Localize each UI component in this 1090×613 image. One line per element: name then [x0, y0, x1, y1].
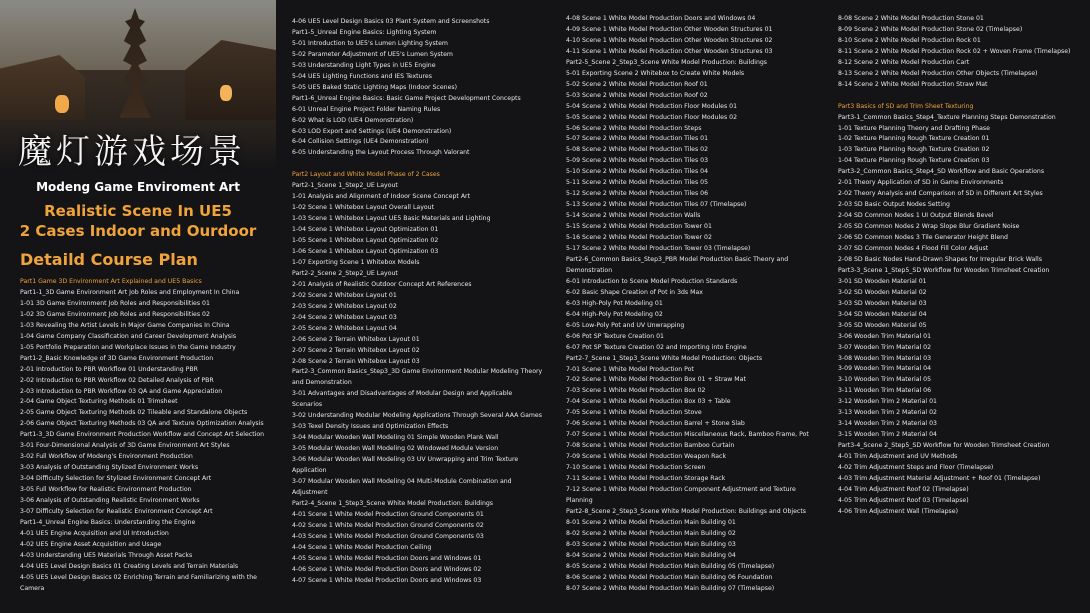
list-item: 8-06 Scene 2 White Model Production Main Building 06 Foundation [566, 573, 773, 581]
list-item: 7-12 Scene 1 White Model Production Component Adjustment and Texture [566, 485, 796, 493]
list-item: 6-02 What is LOD (UE4 Demonstration) [292, 116, 414, 124]
list-item: 3-07 Difficulty Selection for Realistic Environment Concept Art [20, 508, 213, 516]
list-item: 2-04 Game Object Texturing Methods 01 Trimsheet [20, 398, 178, 406]
title-line-2: 2 Cases Indoor and Ourdoor [19, 222, 257, 240]
list-item: and Demonstration [292, 379, 352, 387]
list-item: 2-05 Game Object Texturing Methods 02 Tileable and Standalone Objects [20, 409, 248, 417]
list-item: 7-04 Scene 1 White Model Production Box 03 + Table [566, 398, 731, 406]
list-item: 2-06 SD Common Nodes 3 Tile Generator Height Blend [838, 234, 1008, 242]
section-heading: Part2 Layout and White Model Phase of 2 Cases [292, 171, 440, 179]
list-item: 2-08 Scene 2 Terrain Whitebox Layout 03 [292, 357, 420, 365]
list-item: 4-03 Scene 1 White Model Production Ground Components 03 [292, 532, 484, 540]
list-item: Part1-4_Unreal Engine Basics: Understanding the Engine [20, 518, 196, 526]
list-item: 4-05 UE5 Level Design Basics 02 Enriching Terrain and Familiarizing with the [20, 573, 257, 581]
list-item: 3-09 Wooden Trim Material 04 [838, 365, 932, 373]
list-item: Part3-3_Scene 1_Step5_SD Workflow for Wooden Trimsheet Creation [838, 266, 1050, 274]
list-item: 3-05 Modular Wooden Wall Modeling 02 Windowed Module Version [292, 445, 499, 453]
list-item: 5-10 Scene 2 White Model Production Tiles 04 [566, 168, 709, 176]
list-item: 3-13 Wooden Trim 2 Material 02 [838, 409, 937, 417]
list-item: 3-04 Modular Wooden Wall Modeling 01 Simple Wooden Plank Wall [292, 434, 499, 442]
list-item: Part2-7_Scene 1_Step3_Scene White Model Production: Objects [566, 354, 763, 362]
list-item: 8-12 Scene 2 White Model Production Cart [838, 58, 970, 66]
list-item: 7-05 Scene 1 White Model Production Stove [566, 409, 702, 417]
list-item: 4-03 Understanding UE5 Materials Through Asset Packs [20, 551, 193, 559]
list-item: 3-05 Full Workflow for Realistic Environment Production [20, 486, 192, 494]
list-item: Part3-2_Common Basics_Step4_SD Workflow and Basic Operations [838, 168, 1045, 176]
list-item: 6-04 High-Poly Pot Modeling 02 [566, 310, 663, 318]
list-item: 4-04 UE5 Level Design Basics 01 Creating Levels and Terrain Materials [20, 562, 239, 570]
list-item: 3-02 Understanding Modular Modeling Applications Through Several AAA Games [292, 412, 542, 420]
list-item: 2-03 Introduction to PBR Workflow 03 QA and Game Appreciation [20, 387, 223, 395]
hero-lantern [55, 95, 69, 113]
course-column-4 [838, 14, 1086, 518]
list-item: 1-05 Portfolio Preparation and Workplace Issues in the Game Industry [20, 343, 236, 351]
list-item: 3-11 Wooden Trim Material 06 [838, 387, 932, 395]
list-item: Part2-8_Scene 2_Step3_Scene White Model Production: Buildings and Objects [566, 507, 806, 515]
plan-title: Detaild Course Plan [20, 250, 198, 269]
list-item: 2-05 SD Common Nodes 2 Wrap Slope Blur Gradient Noise [838, 223, 1020, 231]
list-item: 2-04 SD Common Nodes 1 UI Output Blends Bevel [838, 212, 994, 220]
list-item: Scenarios [292, 401, 323, 409]
list-item: 2-04 Scene 2 Whitebox Layout 03 [292, 313, 397, 321]
list-item: 5-14 Scene 2 White Model Production Walls [566, 212, 701, 220]
list-item: 6-06 Pot SP Texture Creation 01 [566, 332, 664, 340]
list-item: 1-05 Scene 1 Whitebox Layout Optimization 02 [292, 237, 439, 245]
section-heading: Part3 Basics of SD and Trim Sheet Texturing [838, 102, 974, 110]
list-item: 3-05 SD Wooden Material 05 [838, 321, 927, 329]
list-item: 4-08 Scene 1 White Model Production Doors and Windows 04 [566, 15, 756, 22]
brand-name: Modeng Game Enviroment Art [36, 180, 240, 194]
list-item: 6-07 Pot SP Texture Creation 02 and Importing into Engine [566, 343, 747, 351]
list-item: Part1-6_Unreal Engine Basics: Basic Game Project Development Concepts [292, 94, 521, 102]
list-item: 3-07 Modular Wooden Wall Modeling 04 Multi-Module Combination and [292, 478, 512, 486]
list-item: 3-02 SD Wooden Material 02 [838, 288, 927, 296]
list-item: 2-03 Scene 2 Whitebox Layout 02 [292, 302, 397, 310]
list-item: 2-01 Theory Application of SD in Game Environments [838, 179, 1004, 187]
list-item: 5-05 UE5 Baked Static Lighting Maps (Indoor Scenes) [292, 83, 458, 91]
list-item: 4-05 Trim Adjustment Roof 03 (Timelapse) [838, 496, 969, 504]
list-item: 8-03 Scene 2 White Model Production Main Building 03 [566, 540, 736, 548]
list-item: Part1-1_3D Game Environment Art Job Roles and Employment In China [20, 288, 240, 296]
list-item: 4-02 Scene 1 White Model Production Ground Components 02 [292, 521, 484, 529]
list-item: 2-07 Scene 2 Terrain Whitebox Layout 02 [292, 346, 420, 354]
list-item: 3-15 Wooden Trim 2 Material 04 [838, 431, 937, 439]
list-item: 4-11 Scene 1 White Model Production Other Wooden Structures 03 [566, 47, 773, 55]
list-item: Camera [20, 584, 45, 592]
list-item: Planning [566, 496, 593, 504]
list-item: 8-10 Scene 2 White Model Production Rock 01 [838, 36, 981, 44]
list-item: 5-01 Introduction to UE5's Lumen Lighting System [292, 39, 448, 47]
list-item: 4-10 Scene 1 White Model Production Other Wooden Structures 02 [566, 36, 773, 44]
list-item: 3-06 Modular Wooden Wall Modeling 03 UV Unwrapping and Trim Texture [292, 456, 519, 464]
section-heading: Part1 Game 3D Environment Art Explained and UE5 Basics [20, 278, 202, 285]
list-item: 1-02 Texture Planning Rough Texture Creation 01 [838, 135, 990, 143]
list-item: 4-04 Trim Adjustment Roof 02 (Timelapse) [838, 485, 969, 493]
list-item: 3-04 Difficulty Selection for Stylized Environment Concept Art [20, 475, 212, 483]
list-item: 5-03 Understanding Light Types in UE5 Engine [292, 61, 436, 69]
list-item: 3-01 Advantages and Disadvantages of Modular Design and Applicable [292, 390, 513, 398]
list-item: 6-01 Introduction to Scene Model Production Standards [566, 277, 738, 285]
list-item: 2-06 Game Object Texturing Methods 03 QA and Texture Optimization Analysis [20, 420, 264, 428]
list-item: 4-05 Scene 1 White Model Production Doors and Windows 01 [292, 554, 482, 562]
list-item: 5-05 Scene 2 White Model Production Floor Modules 02 [566, 113, 738, 121]
list-item: 3-14 Wooden Trim 2 Material 03 [838, 420, 937, 428]
list-item: 5-06 Scene 2 White Model Production Steps [566, 124, 702, 132]
list-item: 2-01 Introduction to PBR Workflow 01 Understanding PBR [20, 365, 198, 373]
list-item: 5-16 Scene 2 White Model Production Tower 02 [566, 234, 712, 242]
list-item: 1-04 Game Company Classification and Career Development Analysis [20, 332, 237, 340]
list-item: 1-01 3D Game Environment Job Roles and Responsibilities 01 [20, 299, 210, 307]
list-item: Part2-6_Common Basics_Step3_PBR Model Production Basic Theory and [566, 255, 789, 263]
list-item: 4-06 UE5 Level Design Basics 03 Plant System and Screenshots [292, 18, 490, 25]
list-item: Part3-1_Common Basics_Step4_Texture Planning Steps Demonstration [838, 113, 1056, 121]
list-item: 7-01 Scene 1 White Model Production Pot [566, 365, 694, 373]
list-item: 8-02 Scene 2 White Model Production Main Building 02 [566, 529, 736, 537]
list-item: Part3-4_Scene 2_Step5_SD Workflow for Wooden Trimsheet Creation [838, 442, 1050, 450]
list-item: 4-01 Trim Adjustment and UV Methods [838, 453, 958, 461]
list-item: 1-03 Texture Planning Rough Texture Creation 02 [838, 146, 990, 154]
list-item: 3-06 Wooden Trim Material 01 [838, 332, 932, 340]
list-item: 4-06 Scene 1 White Model Production Doors and Windows 02 [292, 565, 482, 573]
list-item: 4-01 Scene 1 White Model Production Ground Components 01 [292, 510, 484, 518]
list-item: Part1-3_3D Game Environment Production Workflow and Concept Art Selection [20, 431, 265, 439]
list-item: 5-11 Scene 2 White Model Production Tiles 05 [566, 179, 709, 187]
list-item: 4-06 Trim Adjustment Wall (Timelapse) [838, 507, 958, 515]
list-item: 2-02 Introduction to PBR Workflow 02 Detailed Analysis of PBR [20, 376, 214, 384]
list-item: 3-10 Wooden Trim Material 05 [838, 376, 932, 384]
list-item: 7-07 Scene 1 White Model Production Miscellaneous Rack, Bamboo Frame, Pot [566, 431, 809, 439]
list-item: 7-08 Scene 1 White Model Production Bamboo Curtain [566, 442, 735, 450]
list-item: 4-03 Trim Adjustment Material Adjustment + Roof 01 (Timelapse) [838, 475, 1041, 483]
list-item: 3-08 Wooden Trim Material 03 [838, 354, 932, 362]
list-item: 3-06 Analysis of Outstanding Realistic Environment Works [20, 497, 200, 505]
list-item: 6-01 Unreal Engine Project Folder Naming Rules [292, 105, 441, 113]
list-item: 6-05 Understanding the Layout Process Through Valorant [292, 149, 470, 157]
list-item: Part2-3_Common Basics_Step3_3D Game Environment Modular Modeling Theory [292, 368, 543, 376]
list-item: 5-07 Scene 2 White Model Production Tiles 01 [566, 135, 709, 143]
list-item: 4-01 UE5 Engine Acquisition and UI Introduction [20, 529, 169, 537]
list-item: Part1-5_Unreal Engine Basics: Lighting System [292, 28, 437, 36]
list-item: 3-12 Wooden Trim 2 Material 01 [838, 398, 937, 406]
list-item: 5-03 Scene 2 White Model Production Roof 02 [566, 91, 708, 99]
list-item: 1-06 Scene 1 Whitebox Layout Optimization 03 [292, 248, 439, 255]
list-item: 6-05 Low-Poly Pot and UV Unwrapping [566, 321, 685, 329]
list-item: 4-02 UE5 Engine Asset Acquisition and Usage [20, 540, 162, 548]
list-item: 8-14 Scene 2 White Model Production Straw Mat [838, 80, 988, 88]
list-item: 4-07 Scene 1 White Model Production Doors and Windows 03 [292, 576, 482, 584]
list-item: 7-11 Scene 1 White Model Production Storage Rack [566, 475, 726, 483]
list-item: 8-05 Scene 2 White Model Production Main Building 05 (Timelapse) [566, 562, 775, 570]
course-column-3 [566, 14, 822, 595]
list-item: 4-04 Scene 1 White Model Production Ceiling [292, 543, 432, 551]
logo-text: 魔灯游戏场景 [18, 132, 246, 172]
list-item: 2-03 SD Basic Output Nodes Setting [838, 201, 950, 209]
list-item: 5-01 Exporting Scene 2 Whitebox to Create White Models [566, 69, 745, 77]
list-item: 8-11 Scene 2 White Model Production Rock 02 + Woven Frame (Timelapse) [838, 47, 1071, 55]
list-item: Demonstration [566, 266, 613, 274]
list-item: 1-04 Scene 1 Whitebox Layout Optimization 01 [292, 226, 439, 234]
list-item: 7-02 Scene 1 White Model Production Box 01 + Straw Mat [566, 376, 746, 384]
list-item: 8-01 Scene 2 White Model Production Main Building 01 [566, 518, 736, 526]
list-gap [838, 91, 1086, 102]
list-item: Part2-1_Scene 1_Step2_UE Layout [292, 182, 398, 190]
list-item: 3-07 Wooden Trim Material 02 [838, 343, 932, 351]
list-item: 2-05 Scene 2 Whitebox Layout 04 [292, 324, 397, 332]
list-item: 3-03 SD Wooden Material 03 [838, 299, 927, 307]
list-item: 7-06 Scene 1 White Model Production Barrel + Stone Slab [566, 420, 745, 428]
list-item: 4-09 Scene 1 White Model Production Other Wooden Structures 01 [566, 25, 773, 33]
list-item: 2-02 Theory Analysis and Comparison of SD in Different Art Styles [838, 190, 1043, 198]
list-gap [292, 159, 548, 170]
list-item: Part2-2_Scene 2_Step2_UE Layout [292, 269, 398, 277]
list-item: 5-02 Parameter Adjustment of UE5's Lumen System [292, 50, 453, 58]
list-item: 1-02 3D Game Environment Job Roles and Responsibilities 02 [20, 310, 210, 318]
list-item: 8-08 Scene 2 White Model Production Stone 01 [838, 15, 984, 22]
list-item: 2-01 Analysis of Realistic Outdoor Concept Art References [292, 280, 472, 288]
list-item: 7-03 Scene 1 White Model Production Box 02 [566, 387, 706, 395]
list-item: 1-01 Analysis and Alignment of Indoor Scene Concept Art [292, 193, 471, 201]
list-item: 3-03 Texel Density Issues and Optimization Effects [292, 423, 449, 431]
list-item: Part1-2_Basic Knowledge of 3D Game Environment Production [20, 354, 214, 362]
list-item: 2-06 Scene 2 Terrain Whitebox Layout 01 [292, 335, 420, 343]
course-column-2 [292, 17, 548, 587]
list-item: 5-04 UE5 Lighting Functions and IES Textures [292, 72, 432, 80]
list-item: 8-13 Scene 2 White Model Production Other Objects (Timelapse) [838, 69, 1038, 77]
list-item: 5-02 Scene 2 White Model Production Roof 01 [566, 80, 708, 88]
list-item: 5-08 Scene 2 White Model Production Tiles 02 [566, 146, 709, 154]
list-item: 1-03 Revealing the Artist Levels in Major Game Companies In China [20, 321, 230, 329]
hero-lantern [220, 85, 232, 101]
list-item: 5-13 Scene 2 White Model Production Tiles 07 (Timelapse) [566, 201, 747, 209]
list-item: 3-01 SD Wooden Material 01 [838, 277, 927, 285]
list-item: 8-04 Scene 2 White Model Production Main Building 04 [566, 551, 736, 559]
list-item: 2-08 SD Basic Nodes Hand-Drawn Shapes for Irregular Brick Walls [838, 255, 1042, 263]
list-item: Part2-4_Scene 1_Step3_Scene White Model Production: Buildings [292, 499, 494, 507]
list-item: 5-04 Scene 2 White Model Production Floor Modules 01 [566, 102, 738, 110]
list-item: 4-02 Trim Adjustment Steps and Floor (Timelapse) [838, 464, 994, 472]
course-column-1 [20, 277, 274, 595]
list-item: 1-02 Scene 1 Whitebox Layout Overall Layout [292, 204, 435, 212]
list-item: 7-09 Scene 1 White Model Production Weapon Rack [566, 453, 727, 461]
list-item: 8-07 Scene 2 White Model Production Main Building 07 (Timelapse) [566, 584, 775, 592]
list-item: Adjustment [292, 488, 328, 496]
list-item: 6-03 High-Poly Pot Modeling 01 [566, 299, 663, 307]
list-item: 5-12 Scene 2 White Model Production Tiles 06 [566, 190, 709, 198]
list-item: Part2-5_Scene 2_Step3_Scene White Model Production: Buildings [566, 58, 768, 66]
list-item: 1-04 Texture Planning Rough Texture Creation 03 [838, 157, 990, 165]
title-line-1: Realistic Scene In UE5 [44, 202, 232, 220]
list-item: 3-04 SD Wooden Material 04 [838, 310, 927, 318]
list-item: 5-17 Scene 2 White Model Production Tower 03 (Timelapse) [566, 245, 751, 253]
list-item: 8-09 Scene 2 White Model Production Stone 02 (Timelapse) [838, 25, 1023, 33]
list-item: 2-07 SD Common Nodes 4 Flood Fill Color Adjust [838, 245, 989, 252]
list-item: 7-10 Scene 1 White Model Production Screen [566, 464, 706, 472]
list-item: 6-02 Basic Shape Creation of Pot in 3ds Max [566, 288, 703, 296]
list-item: 6-03 LOD Export and Settings (UE4 Demonstration) [292, 127, 452, 135]
list-item: 1-03 Scene 1 Whitebox Layout UE5 Basic Materials and Lighting [292, 215, 491, 223]
list-item: 3-03 Analysis of Outstanding Stylized Environment Works [20, 464, 199, 472]
list-item: 5-15 Scene 2 White Model Production Tower 01 [566, 223, 712, 231]
list-item: Application [292, 467, 327, 475]
list-item: 6-04 Collision Settings (UE4 Demonstration) [292, 138, 429, 146]
list-item: 2-02 Scene 2 Whitebox Layout 01 [292, 291, 397, 299]
list-item: 5-09 Scene 2 White Model Production Tiles 03 [566, 157, 709, 165]
list-item: 1-01 Texture Planning Theory and Drafting Phase [838, 124, 990, 132]
list-item: 1-07 Exporting Scene 1 Whitebox Models [292, 258, 420, 266]
list-item: 3-01 Four-Dimensional Analysis of 3D Game Environment Art Styles [20, 442, 230, 450]
list-item: 3-02 Full Workflow of Modeng's Environment Production [20, 453, 193, 461]
